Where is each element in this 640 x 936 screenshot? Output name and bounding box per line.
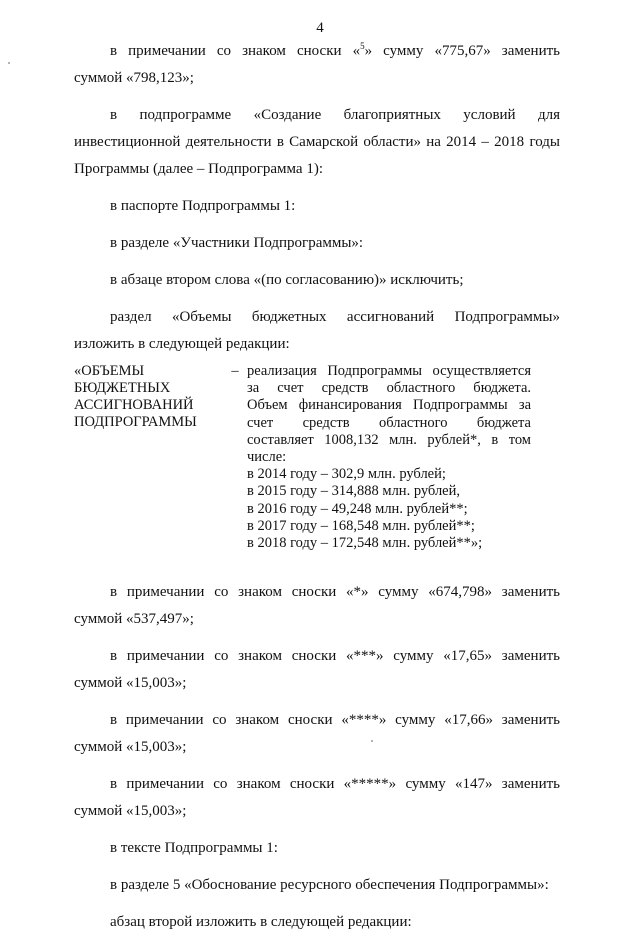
note-4star-line2: суммой «15,003»; — [74, 739, 187, 755]
footnote5-text-after: » сумму «775,67» заменить — [364, 43, 560, 59]
dash-separator: – — [231, 363, 239, 379]
footnote5-text-before: в примечании со знаком сноски « — [110, 43, 361, 59]
year-funding-item: в 2017 году – 168,548 млн. рублей**; — [247, 517, 475, 534]
paragraph-subprogram-text: в тексте Подпрограммы 1: — [110, 840, 278, 856]
heading-line: ПОДПРОГРАММЫ — [74, 414, 197, 430]
description-line: составляет 1008,132 млн. рублей*, в том — [247, 431, 531, 448]
note-3star-line2: суммой «15,003»; — [74, 675, 187, 691]
year-funding-item: в 2015 году – 314,888 млн. рублей, — [247, 483, 461, 500]
budget-allocations-block — [74, 363, 560, 573]
paragraph-subprogram-line1: в подпрограмме «Создание благоприятных условий для — [110, 107, 560, 123]
paragraph-subprogram-line2: инвестиционной деятельности в Самарской области» на 2014 – 2018 годы — [74, 134, 560, 150]
year-funding-item: в 2018 году – 172,548 млн. рублей**»; — [247, 535, 483, 552]
description-line: Объем финансирования Подпрограммы за — [247, 397, 531, 414]
year-funding-item: в 2014 году – 302,9 млн. рублей; — [247, 466, 446, 483]
description-line: за счет средств областного бюджета. — [247, 380, 531, 397]
description-line: числе: — [247, 449, 287, 466]
heading-line: «ОБЪЕМЫ — [74, 363, 145, 379]
note-star-line2: суммой «537,497»; — [74, 611, 194, 627]
heading-line: АССИГНОВАНИЙ — [74, 397, 194, 413]
note-4star-line1: в примечании со знаком сноски «****» сумму «17,66» заменить — [110, 712, 560, 728]
note-5star-line2: суммой «15,003»; — [74, 803, 187, 819]
paragraph-section-volumes-line2: изложить в следующей редакции: — [74, 336, 290, 352]
paragraph-passport: в паспорте Подпрограммы 1: — [110, 198, 296, 214]
scan-speck — [8, 62, 10, 64]
description-line: счет средств областного бюджета — [247, 414, 531, 431]
paragraph-footnote5-line1 — [74, 38, 560, 65]
note-star-line1: в примечании со знаком сноски «*» сумму «674,798» заменить — [110, 584, 560, 600]
note-5star-line1: в примечании со знаком сноски «*****» сумму «147» заменить — [110, 776, 560, 792]
page-number: 4 — [316, 20, 324, 36]
block-heading — [74, 363, 224, 431]
footnote5-superscript: 5 — [360, 41, 365, 51]
paragraph-participants-section: в разделе «Участники Подпрограммы»: — [110, 235, 364, 251]
block-description — [247, 363, 531, 552]
document-body — [74, 38, 560, 936]
paragraph-footnote5-line2: суммой «798,123»; — [74, 70, 194, 86]
note-3star-line1: в примечании со знаком сноски «***» сумму «17,65» заменить — [110, 648, 560, 664]
paragraph-section-volumes-line1: раздел «Объемы бюджетных ассигнований Подпрограммы» — [110, 309, 560, 325]
heading-line: БЮДЖЕТНЫХ — [74, 380, 171, 396]
paragraph-subprogram-line3: Программы (далее – Подпрограмма 1): — [74, 161, 323, 177]
paragraph-section5: в разделе 5 «Обоснование ресурсного обеспечения Подпрограммы»: — [110, 877, 549, 893]
scan-speck — [371, 740, 373, 742]
description-line: реализация Подпрограммы осуществляется — [247, 363, 531, 379]
paragraph-second-abstract: абзац второй изложить в следующей редакции: — [110, 914, 412, 930]
paragraph-exclude-words: в абзаце втором слова «(по согласованию)» исключить; — [110, 272, 464, 288]
year-funding-item: в 2016 году – 49,248 млн. рублей**; — [247, 500, 468, 517]
